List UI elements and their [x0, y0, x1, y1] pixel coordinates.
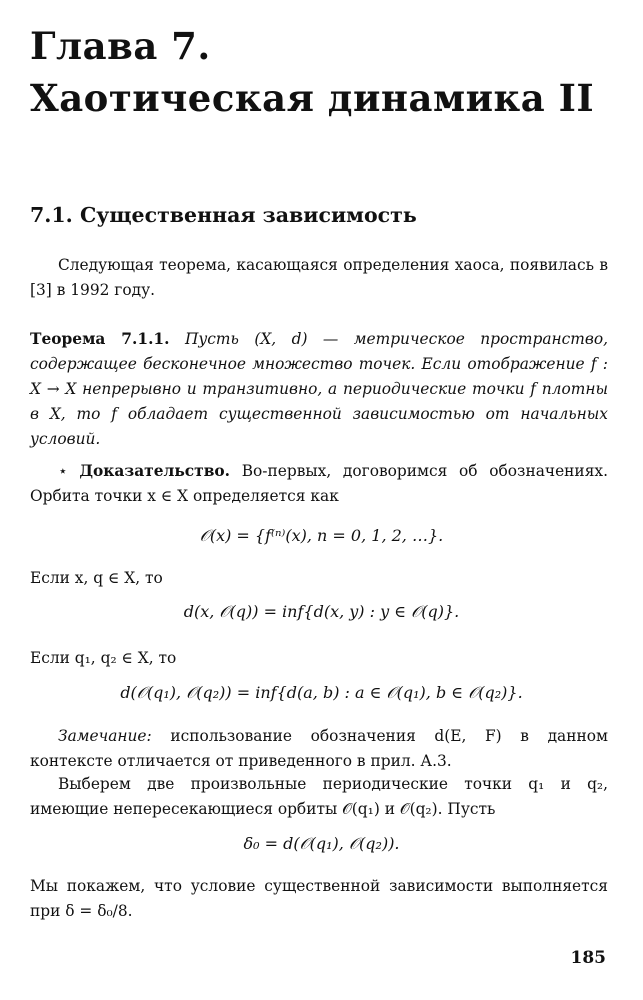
choose-points-paragraph: Выберем две произвольные периодические точки q₁ и q₂, имеющие непересекающиеся орбиты 𝒪(q₁) и 𝒪(q₂). Пусть — [30, 775, 608, 818]
proof-paragraph — [30, 459, 608, 509]
remark-label: Замечание: — [58, 727, 152, 745]
page-number: 185 — [570, 948, 606, 968]
theorem-block — [30, 327, 608, 452]
proof-label: Доказательство. — [79, 462, 231, 480]
formula-distance-point: d(x, 𝒪(q)) = inf{d(x, y) : y ∈ 𝒪(q)}. — [183, 602, 460, 621]
theorem-text: Пусть (X, d) — метрическое пространство, содержащее бесконечное множество точек. Если отображение f : X → X непрерывно и транзитивно, а периодические точки f плотны в X, то f обладает существенной зависимостью от начальных условий. — [30, 330, 608, 448]
intro-paragraph: Следующая теорема, касающаяся определения хаоса, появилась в [3] в 1992 году. — [30, 256, 608, 299]
text-if-x-q: Если x, q ∈ X, то — [30, 569, 163, 587]
star-icon: ⋆ — [58, 462, 68, 480]
proof-text: Во-первых, договоримся об обозначениях. Орбита точки x ∈ X определяется как — [30, 462, 608, 505]
formula-distance-orbits: d(𝒪(q₁), 𝒪(q₂)) = inf{d(a, b) : a ∈ 𝒪(q₁), b ∈ 𝒪(q₂)}. — [120, 683, 523, 702]
remark-text: использование обозначения d(E, F) в данном контексте отличается от приведенного в прил. А.3. — [30, 727, 608, 770]
chapter-number: Глава 7. — [30, 24, 211, 68]
conclusion-paragraph: Мы покажем, что условие существенной зависимости выполняется при δ = δ₀/8. — [30, 877, 608, 920]
section-title: 7.1. Существенная зависимость — [30, 203, 417, 227]
formula-delta0: δ₀ = d(𝒪(q₁), 𝒪(q₂)). — [243, 834, 400, 853]
text-if-q1-q2: Если q₁, q₂ ∈ X, то — [30, 649, 177, 667]
remark-paragraph — [30, 724, 608, 774]
formula-orbit: 𝒪(x) = {f⁽ⁿ⁾(x), n = 0, 1, 2, …}. — [199, 526, 444, 545]
chapter-name: Хаотическая динамика II — [30, 76, 595, 120]
theorem-label: Теорема 7.1.1. — [30, 330, 170, 348]
chapter-title — [30, 20, 594, 124]
